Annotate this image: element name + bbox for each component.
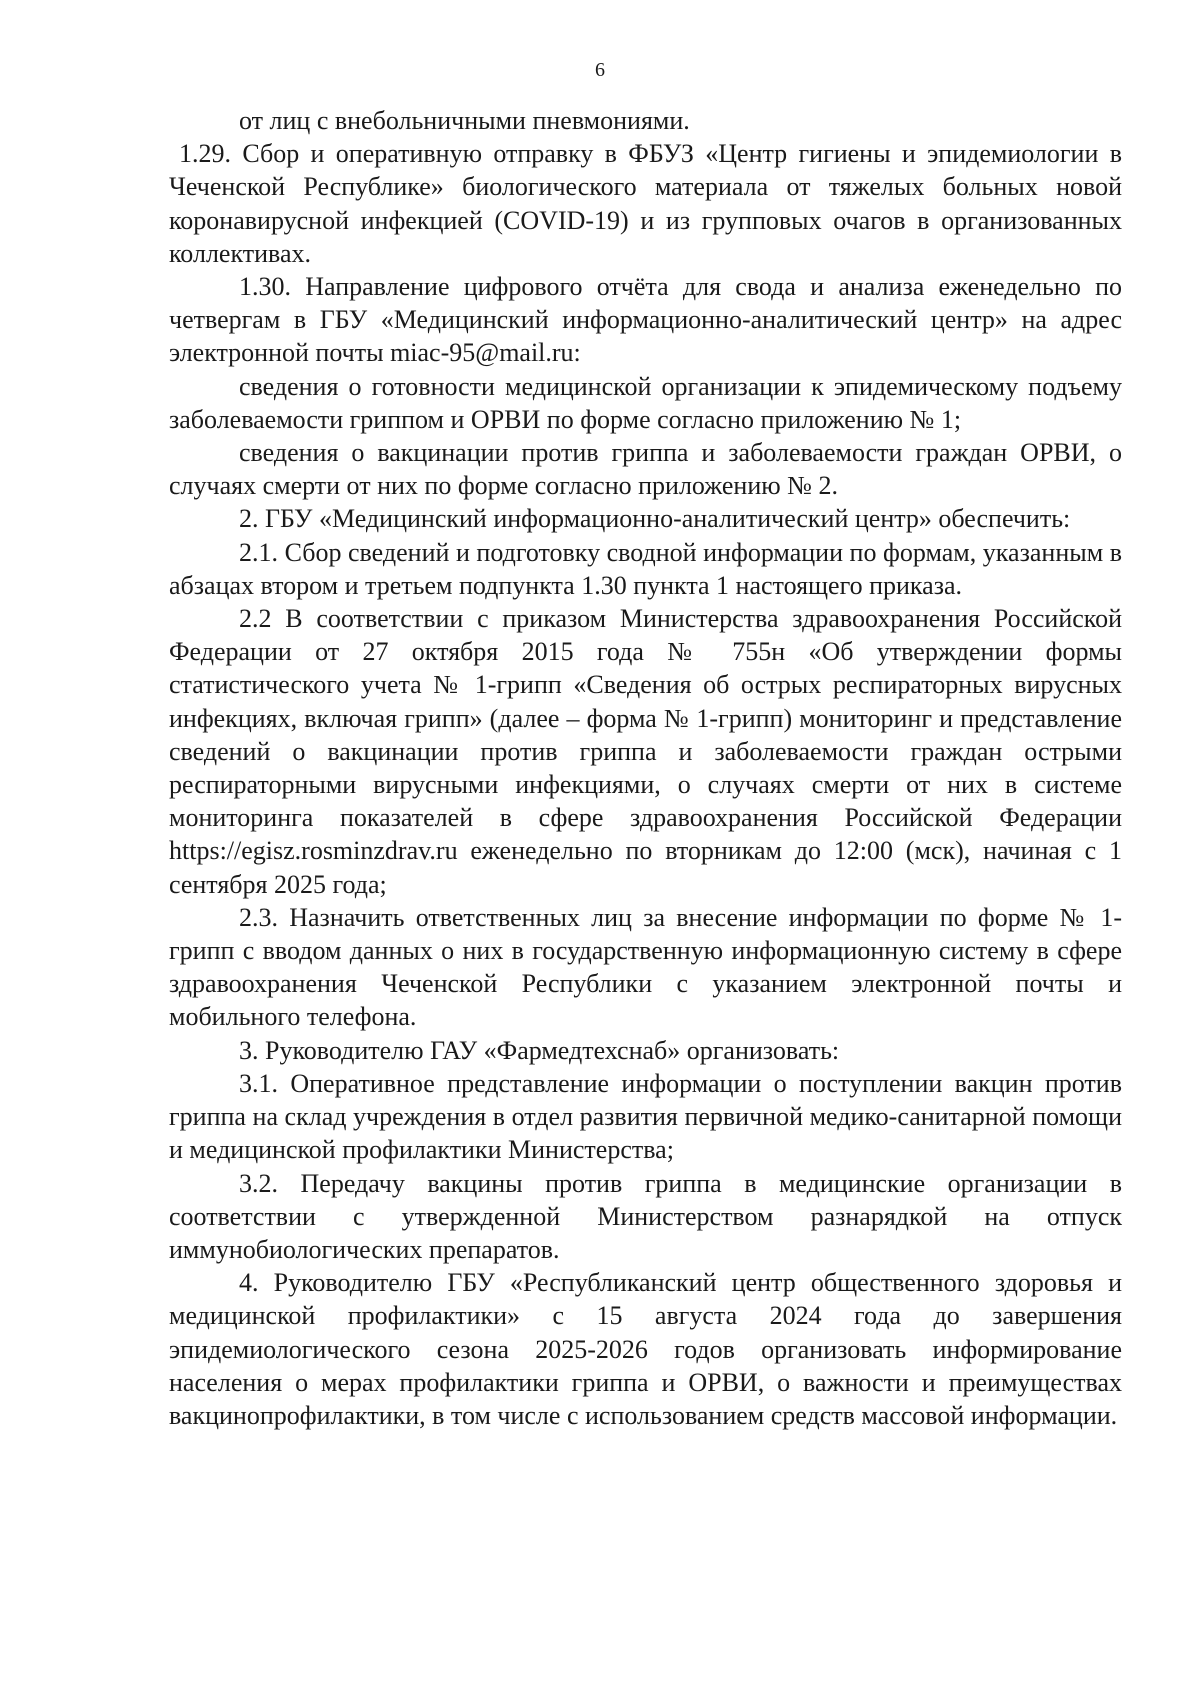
paragraph: от лиц с внебольничными пневмониями.: [239, 106, 690, 135]
paragraph: 1.29. Сбор и оперативную отправку в ФБУЗ «Центр гигиены и эпидемиологии в Чеченской Республике» биологического материала от тяжелых больных новой коронавирусной инфекцией (COVID-19) и из групповых очагов в организованных коллективах.: [169, 139, 1122, 268]
document-body: [169, 104, 1122, 1432]
paragraph: 3. Руководителю ГАУ «Фармедтехснаб» организовать:: [239, 1035, 840, 1065]
paragraph: 2.3. Назначить ответственных лиц за внесение информации по форме № 1-грипп с вводом данных о них в государственную информационную систему в сфере здравоохранения Чеченской Республики с указанием электронной почты и мобильного телефона.: [169, 902, 1122, 1032]
paragraph: 3.2. Передачу вакцины против гриппа в медицинские организации в соответствии с утвержденной Министерством разнарядкой на отпуск иммунобиологических препаратов.: [169, 1168, 1122, 1264]
paragraph: 3.1. Оперативное представление информации о поступлении вакцин против гриппа на склад учреждения в отдел развития первичной медико-санитарной помощи и медицинской профилактики Министерства;: [169, 1068, 1122, 1165]
page-number: 6: [595, 59, 605, 81]
paragraph: 2. ГБУ «Медицинский информационно-аналитический центр» обеспечить:: [239, 504, 1071, 534]
paragraph: 2.1. Сбор сведений и подготовку сводной информации по формам, указанным в абзацах втором и третьем подпункта 1.30 пункта 1 настоящего приказа.: [169, 537, 1122, 600]
paragraph: сведения о вакцинации против гриппа и заболеваемости граждан ОРВИ, о случаях смерти от них по форме согласно приложению № 2.: [169, 438, 1122, 501]
paragraph: 2.2 В соответствии с приказом Министерства здравоохранения Российской Федерации от 27 октября 2015 года № 755н «Об утверждении формы статистического учета № 1-грипп «Сведения об острых респираторных вирусных инфекциях, включая грипп» (далее – форма № 1-грипп) мониторинг и представление сведений о вакцинации против гриппа и заболеваемости граждан острыми респираторными вирусными инфекциями, о случаях смерти от них в системе мониторинга показателей в сфере здравоохранения Российской Федерации https://egisz.rosminzdrav.ru еженедельно по вторникам до 12:00 (мск), начиная с 1 сентября 2025 года;: [169, 604, 1122, 899]
paragraph: 4. Руководителю ГБУ «Республиканский центр общественного здоровья и медицинской профилактики» с 15 августа 2024 года до завершения эпидемиологического сезона 2025-2026 годов организовать информирование населения о мерах профилактики гриппа и ОРВИ, о важности и преимуществах вакцинопрофилактики, в том числе с использованием средств массовой информации.: [169, 1268, 1122, 1430]
paragraph: сведения о готовности медицинской организации к эпидемическому подъему заболеваемости гриппом и ОРВИ по форме согласно приложению № 1;: [169, 371, 1122, 434]
paragraph: 1.30. Направление цифрового отчёта для свода и анализа еженедельно по четвергам в ГБУ «Медицинский информационно-аналитический центр» на адрес электронной почты miac-95@mail.ru:: [169, 272, 1122, 368]
